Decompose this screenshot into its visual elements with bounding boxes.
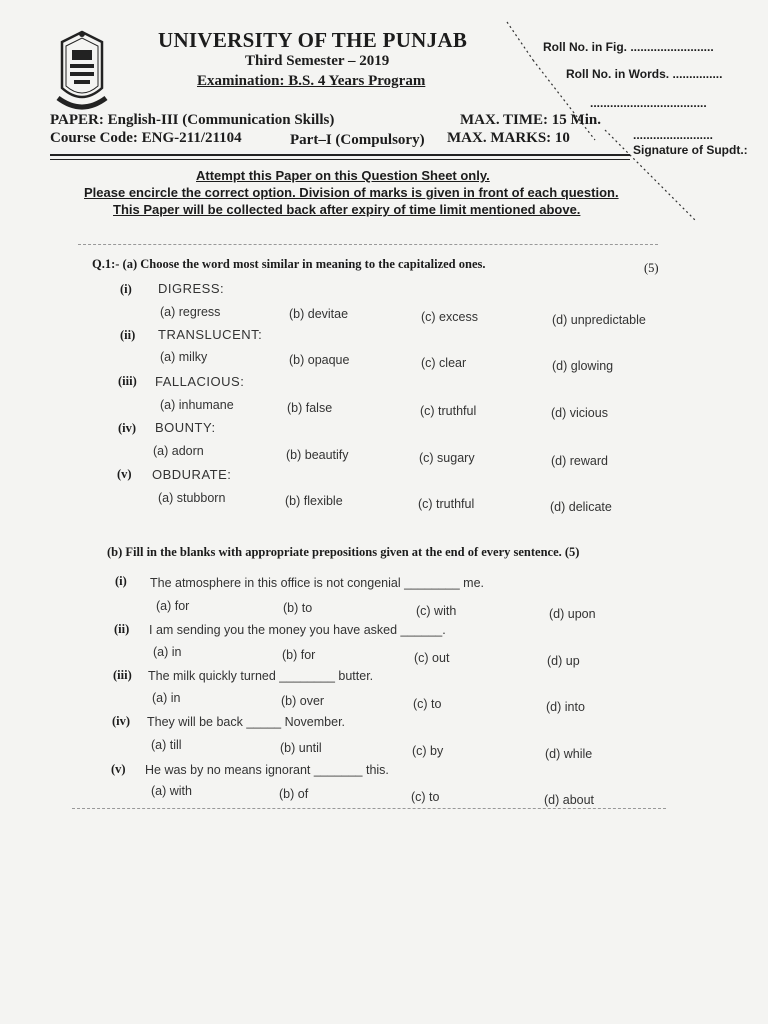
section-divider-bottom	[72, 808, 666, 809]
university-title: UNIVERSITY OF THE PUNJAB	[158, 28, 468, 52]
option-a[interactable]: (a) with	[151, 784, 192, 798]
roll-no-words-field: Roll No. in Words. ...............	[566, 67, 723, 81]
option-b[interactable]: (b) for	[282, 648, 316, 662]
item-number: (v)	[111, 762, 126, 776]
option-d[interactable]: (d) into	[546, 700, 585, 714]
item-word: TRANSLUCENT:	[158, 327, 263, 342]
item-word: FALLACIOUS:	[155, 374, 245, 389]
item-sentence: I am sending you the money you have asked ______.	[149, 623, 446, 637]
header-rule-bottom	[50, 159, 630, 160]
option-b[interactable]: (b) beautify	[286, 448, 349, 462]
item-number: (ii)	[120, 328, 136, 342]
item-number: (v)	[117, 467, 132, 481]
item-number: (i)	[120, 282, 132, 296]
item-word: DIGRESS:	[158, 281, 225, 296]
instruction-line-3: This Paper will be collected back after expiry of time limit mentioned above.	[113, 202, 581, 217]
item-sentence: They will be back _____ November.	[147, 715, 346, 729]
section-divider-top	[78, 244, 658, 245]
item-word: OBDURATE:	[152, 467, 232, 482]
option-a[interactable]: (a) till	[151, 738, 182, 752]
option-a[interactable]: (a) stubborn	[158, 491, 226, 505]
option-b[interactable]: (b) opaque	[289, 353, 350, 367]
option-b[interactable]: (b) false	[287, 401, 333, 415]
option-c[interactable]: (c) out	[414, 651, 450, 665]
semester-label: Third Semester – 2019	[245, 53, 390, 69]
q1a-marks: (5)	[644, 261, 659, 275]
item-sentence: He was by no means ignorant _______ this.	[145, 763, 389, 777]
option-a[interactable]: (a) in	[153, 645, 182, 659]
option-c[interactable]: (c) to	[411, 790, 440, 804]
signature-line: ........................	[633, 128, 714, 142]
option-c[interactable]: (c) excess	[421, 310, 478, 324]
option-a[interactable]: (a) for	[156, 599, 190, 613]
option-b[interactable]: (b) of	[279, 787, 309, 801]
option-c[interactable]: (c) to	[413, 697, 442, 711]
option-a[interactable]: (a) inhumane	[160, 398, 234, 412]
item-word: BOUNTY:	[155, 420, 216, 435]
instruction-line-2: Please encircle the correct option. Division of marks is given in front of each question.	[84, 185, 619, 200]
option-c[interactable]: (c) clear	[421, 356, 467, 370]
option-d[interactable]: (d) unpredictable	[552, 313, 646, 327]
max-marks: MAX. MARKS: 10	[447, 130, 570, 146]
option-d[interactable]: (d) delicate	[550, 500, 612, 514]
option-d[interactable]: (d) up	[547, 654, 580, 668]
option-b[interactable]: (b) flexible	[285, 494, 343, 508]
examination-label: Examination: B.S. 4 Years Program	[197, 73, 426, 89]
header-rule-top	[50, 154, 630, 156]
option-a[interactable]: (a) regress	[160, 305, 221, 319]
part-label: Part–I (Compulsory)	[290, 132, 425, 148]
option-c[interactable]: (c) truthful	[420, 404, 477, 418]
option-d[interactable]: (d) about	[544, 793, 595, 807]
option-d[interactable]: (d) vicious	[551, 406, 608, 420]
instruction-line-1: Attempt this Paper on this Question Sheet only.	[196, 168, 490, 183]
option-a[interactable]: (a) milky	[160, 350, 208, 364]
item-number: (i)	[115, 574, 127, 588]
roll-no-words-line: ...................................	[590, 96, 707, 110]
option-d[interactable]: (d) while	[545, 747, 593, 761]
item-number: (iii)	[118, 374, 137, 388]
item-number: (ii)	[114, 622, 130, 636]
option-a[interactable]: (a) adorn	[153, 444, 204, 458]
item-number: (iii)	[113, 668, 132, 682]
max-time: MAX. TIME: 15 Min.	[460, 112, 601, 128]
item-sentence: The atmosphere in this office is not congenial ________ me.	[150, 576, 485, 590]
option-d[interactable]: (d) glowing	[552, 359, 614, 373]
item-number: (iv)	[118, 421, 137, 435]
signature-supdt-label: Signature of Supdt.:	[633, 143, 748, 157]
option-c[interactable]: (c) truthful	[418, 497, 475, 511]
option-c[interactable]: (c) by	[412, 744, 444, 758]
option-b[interactable]: (b) until	[280, 741, 322, 755]
q1a-heading: Q.1:- (a) Choose the word most similar in meaning to the capitalized ones.	[92, 257, 486, 271]
option-c[interactable]: (c) sugary	[419, 451, 475, 465]
item-sentence: The milk quickly turned ________ butter.	[148, 669, 374, 683]
option-b[interactable]: (b) to	[283, 601, 313, 615]
option-d[interactable]: (d) reward	[551, 454, 608, 468]
option-a[interactable]: (a) in	[152, 691, 181, 705]
paper-title: PAPER: English-III (Communication Skills)	[50, 112, 335, 128]
item-number: (iv)	[112, 714, 131, 728]
option-c[interactable]: (c) with	[416, 604, 457, 618]
q1b-heading: (b) Fill in the blanks with appropriate prepositions given at the end of every sentence. (5)	[107, 545, 580, 559]
option-b[interactable]: (b) over	[281, 694, 325, 708]
course-code: Course Code: ENG-211/21104	[50, 130, 242, 146]
option-b[interactable]: (b) devitae	[289, 307, 349, 321]
option-d[interactable]: (d) upon	[549, 607, 596, 621]
roll-no-fig-field: Roll No. in Fig. .........................	[543, 40, 714, 54]
university-crest-logo	[52, 28, 112, 120]
